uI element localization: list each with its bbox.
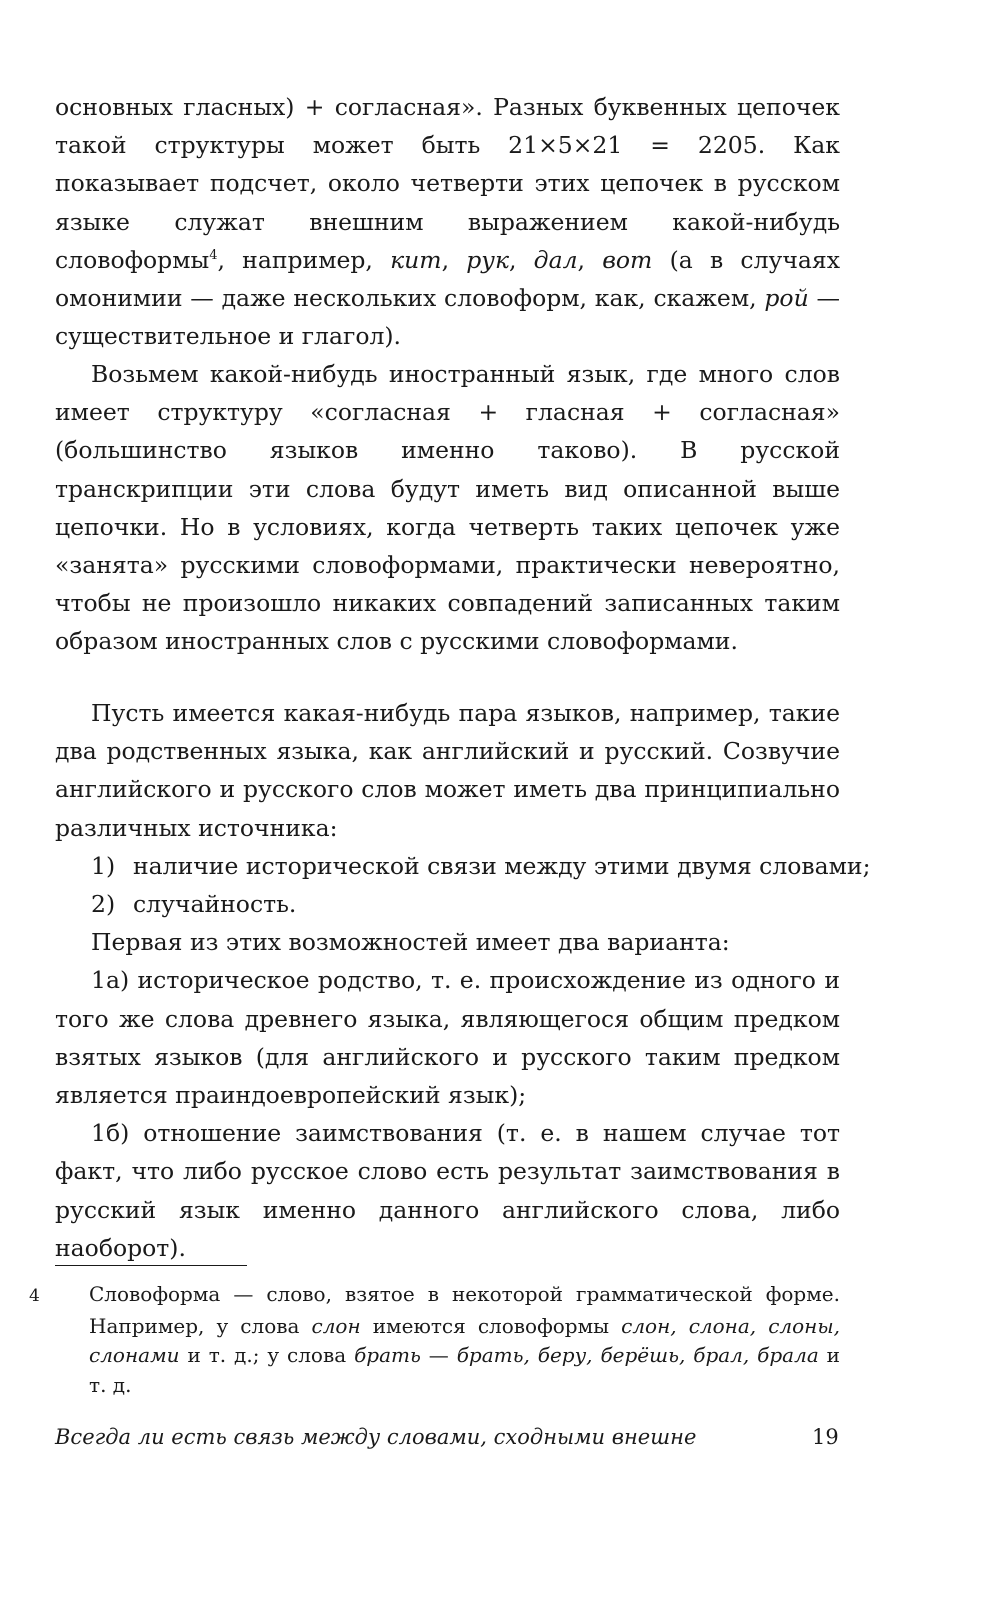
paragraph-6-text: 1б) отношение заимствования (т. е. в нашем случае тот факт, что либо русское слово есть результат заимствования в русский язык именно данного английского слова, либо наоборот). xyxy=(55,1119,840,1262)
list-text: наличие исторической связи между этими двумя словами; xyxy=(133,851,871,880)
footnote-text-d: — xyxy=(420,1343,457,1367)
list-item xyxy=(55,885,840,923)
footnote xyxy=(29,1280,841,1400)
example-word: вот xyxy=(602,245,653,274)
footnote-example: слон, слона, слоны, слонами xyxy=(89,1313,841,1367)
footnote-text-c: и т. д.; у слова xyxy=(179,1343,355,1367)
example-word: рук xyxy=(466,245,509,274)
footnote-marker: 4 xyxy=(29,1286,40,1306)
footnote-text-e: и т. д. xyxy=(89,1343,841,1397)
p1-text-a: основных гласных) + согласная». Разных буквенных цепочек такой структуры может быть 21×5×21 = 2205. Как показывает подсчет, около четверти этих цепочек в русском языке служат внешним выражением какой-нибудь словоформы xyxy=(55,93,840,274)
example-word: кит xyxy=(390,245,442,274)
list-number: 1) xyxy=(91,851,116,880)
paragraph-2 xyxy=(55,355,840,661)
paragraph-3-text: Пусть имеется какая-нибудь пара языков, например, такие два родственных языка, как английский и русский. Созвучие английского и русского слов может иметь два принципиально различных источника: xyxy=(55,699,840,842)
footnote-reference: 4 xyxy=(209,247,218,263)
footnote-example: слон xyxy=(311,1313,361,1338)
paragraph-2-text: Возьмем какой-нибудь иностранный язык, где много слов имеет структуру «согласная + гласная + согласная» (большинство языков именно таково). В русской транскрипции эти слова будут иметь вид описанной выше цепочки. Но в условиях, когда четверть таких цепочек уже «занята» русскими словоформами, практически невероятно, чтобы не произошло никаких совпадений записанных таким образом иностранных слов с русскими словоформами. xyxy=(55,360,840,656)
example-word: рой xyxy=(764,284,809,313)
p1-sep: , xyxy=(577,245,603,274)
list-number: 2) xyxy=(91,890,116,919)
p1-sep: , xyxy=(441,245,467,274)
paragraph-5-text: 1а) историческое родство, т. е. происхождение из одного и того же слова древнего языка, являющегося общим предком взятых языков (для английского и русского таким предком является праиндоевропейский язык); xyxy=(55,966,840,1110)
p1-text-d: (а в случаях омонимии — даже нескольких словоформ, как, скажем, xyxy=(55,245,840,313)
paragraph-1 xyxy=(55,88,840,355)
footnote-text-a: Словоформа — слово, взятое в некоторой грамматической форме. Например, у слова xyxy=(89,1282,840,1338)
page-number: 19 xyxy=(812,1425,839,1449)
footnote-divider xyxy=(55,1265,247,1266)
footnote-text-b: имеются словоформы xyxy=(360,1313,622,1338)
p1-text-b: , например, xyxy=(217,245,391,274)
list-item xyxy=(55,847,871,885)
list-text: случайность. xyxy=(133,890,297,919)
p1-text-e: — существительное и глагол). xyxy=(55,284,840,351)
paragraph-group-3 xyxy=(55,694,871,1267)
running-footer: Всегда ли есть связь между словами, сходными внешне xyxy=(55,1425,697,1449)
paragraph-4-text: Первая из этих возможностей имеет два варианта: xyxy=(91,928,730,957)
p1-sep: , xyxy=(508,245,534,274)
footnote-example: брать xyxy=(354,1343,421,1367)
example-word: дал xyxy=(533,245,578,274)
footnote-example: брать, беру, берёшь, брал, брала xyxy=(456,1343,819,1367)
